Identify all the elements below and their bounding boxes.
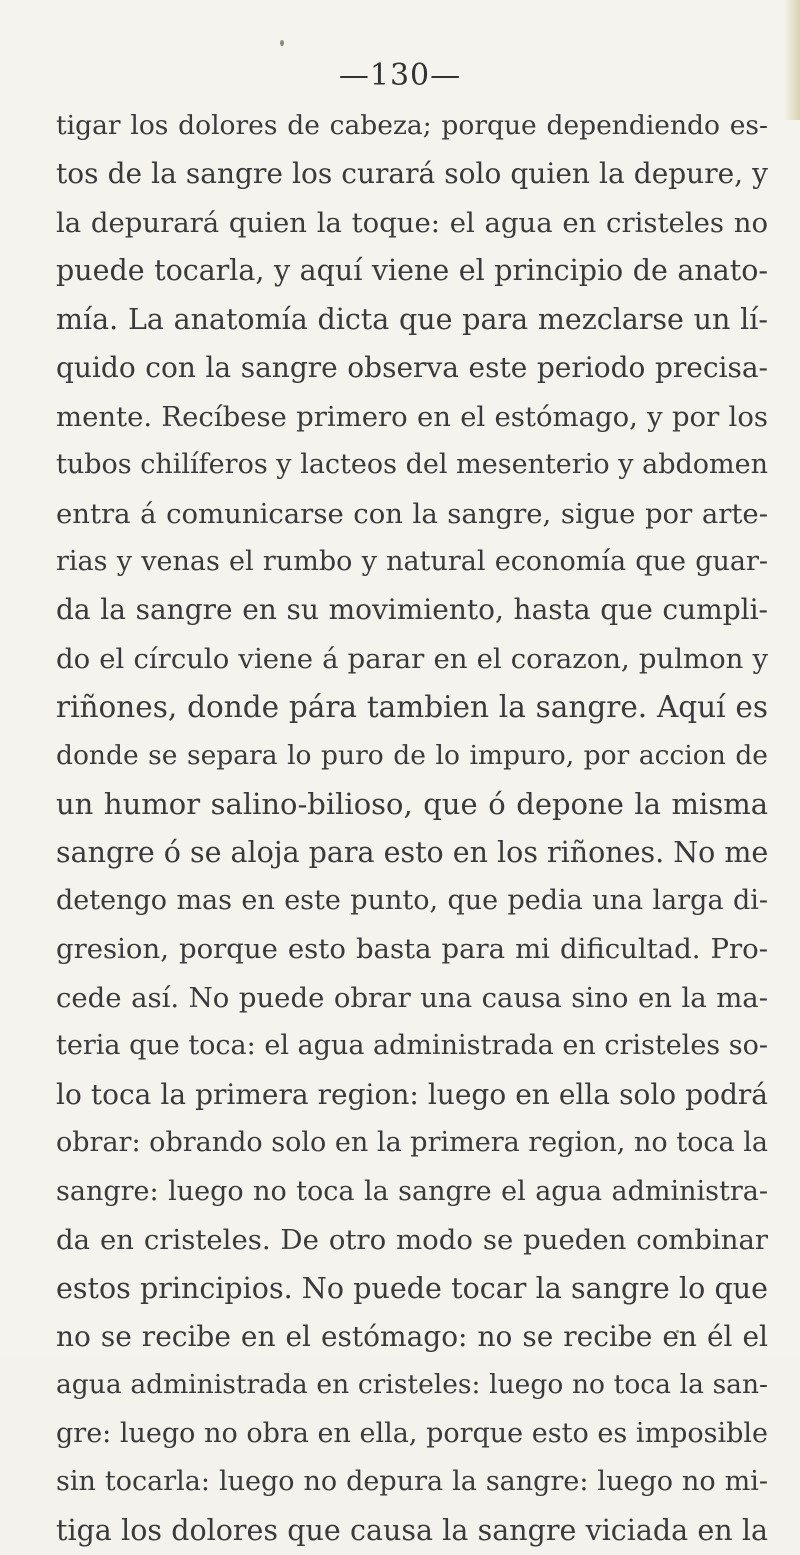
body-text: [56, 102, 768, 1555]
text-line: puede tocarla, y aquí viene el principio de anato-: [56, 254, 768, 288]
text-line: estos principios. No puede tocar la sangre lo que: [56, 1271, 768, 1305]
text-line: do el círculo viene á parar en el corazon, pulmon y: [56, 642, 768, 675]
text-line: donde se separa lo puro de lo impuro, por accion de: [56, 739, 768, 771]
text-line: cede así. No puede obrar una causa sino en la ma-: [56, 981, 768, 1014]
text-line: tigar los dolores de cabeza; porque dependiendo es-: [56, 110, 768, 141]
text-line: un humor salino-bilioso, que ó depone la misma: [56, 787, 768, 822]
text-line: tubos chilíferos y lacteos del mesenterio y abdomen: [56, 449, 768, 481]
text-line: mía. La anatomía dicta que para mezclarse un lí-: [56, 302, 768, 336]
text-line: tiga los dolores que causa la sangre viciada en la: [56, 1513, 768, 1547]
text-line: sangre ó se aloja para esto en los riñones. No me: [56, 835, 768, 869]
text-line: riñones, donde pára tambien la sangre. Aquí es: [56, 690, 768, 725]
text-line: quido con la sangre observa este periodo precisa-: [56, 351, 768, 385]
text-line: gresion, porque esto basta para mi dificultad. Pro-: [56, 933, 768, 966]
text-line: gre: luego no obra en ella, porque esto es imposible: [56, 1417, 768, 1449]
text-line: detengo mas en este punto, que pedia una larga di-: [56, 885, 768, 916]
text-line: da en cristeles. De otro modo se pueden combinar: [56, 1224, 768, 1257]
text-line: tos de la sangre los curará solo quien la depure, y: [56, 157, 768, 191]
ink-speck: [280, 40, 284, 46]
text-line: agua administrada en cristeles: luego no toca la san-: [56, 1369, 768, 1401]
text-line: teria que toca: el agua administrada en cristeles so-: [56, 1030, 768, 1062]
text-line: obrar: obrando solo en la primera region, no toca la: [56, 1127, 768, 1159]
text-line: no se recibe en el estómago: no se recibe en él el: [56, 1319, 768, 1353]
text-line: entra á comunicarse con la sangre, sigue por arte-: [56, 497, 768, 530]
text-line: sangre: luego no toca la sangre el agua administra-: [56, 1175, 768, 1207]
text-line: da la sangre en su movimiento, hasta que cumpli-: [56, 593, 768, 627]
text-line: la depurará quien la toque: el agua en cristeles no: [56, 206, 768, 239]
text-line: sin tocarla: luego no depura la sangre: luego no mi-: [56, 1466, 768, 1498]
text-line: rias y venas el rumbo y natural economía que guar-: [56, 545, 768, 577]
text-line: mente. Recíbese primero en el estómago, y por los: [56, 400, 768, 433]
text-line: lo toca la primera region: luego en ella solo podrá: [56, 1077, 768, 1111]
page-number: —130—: [338, 58, 462, 93]
